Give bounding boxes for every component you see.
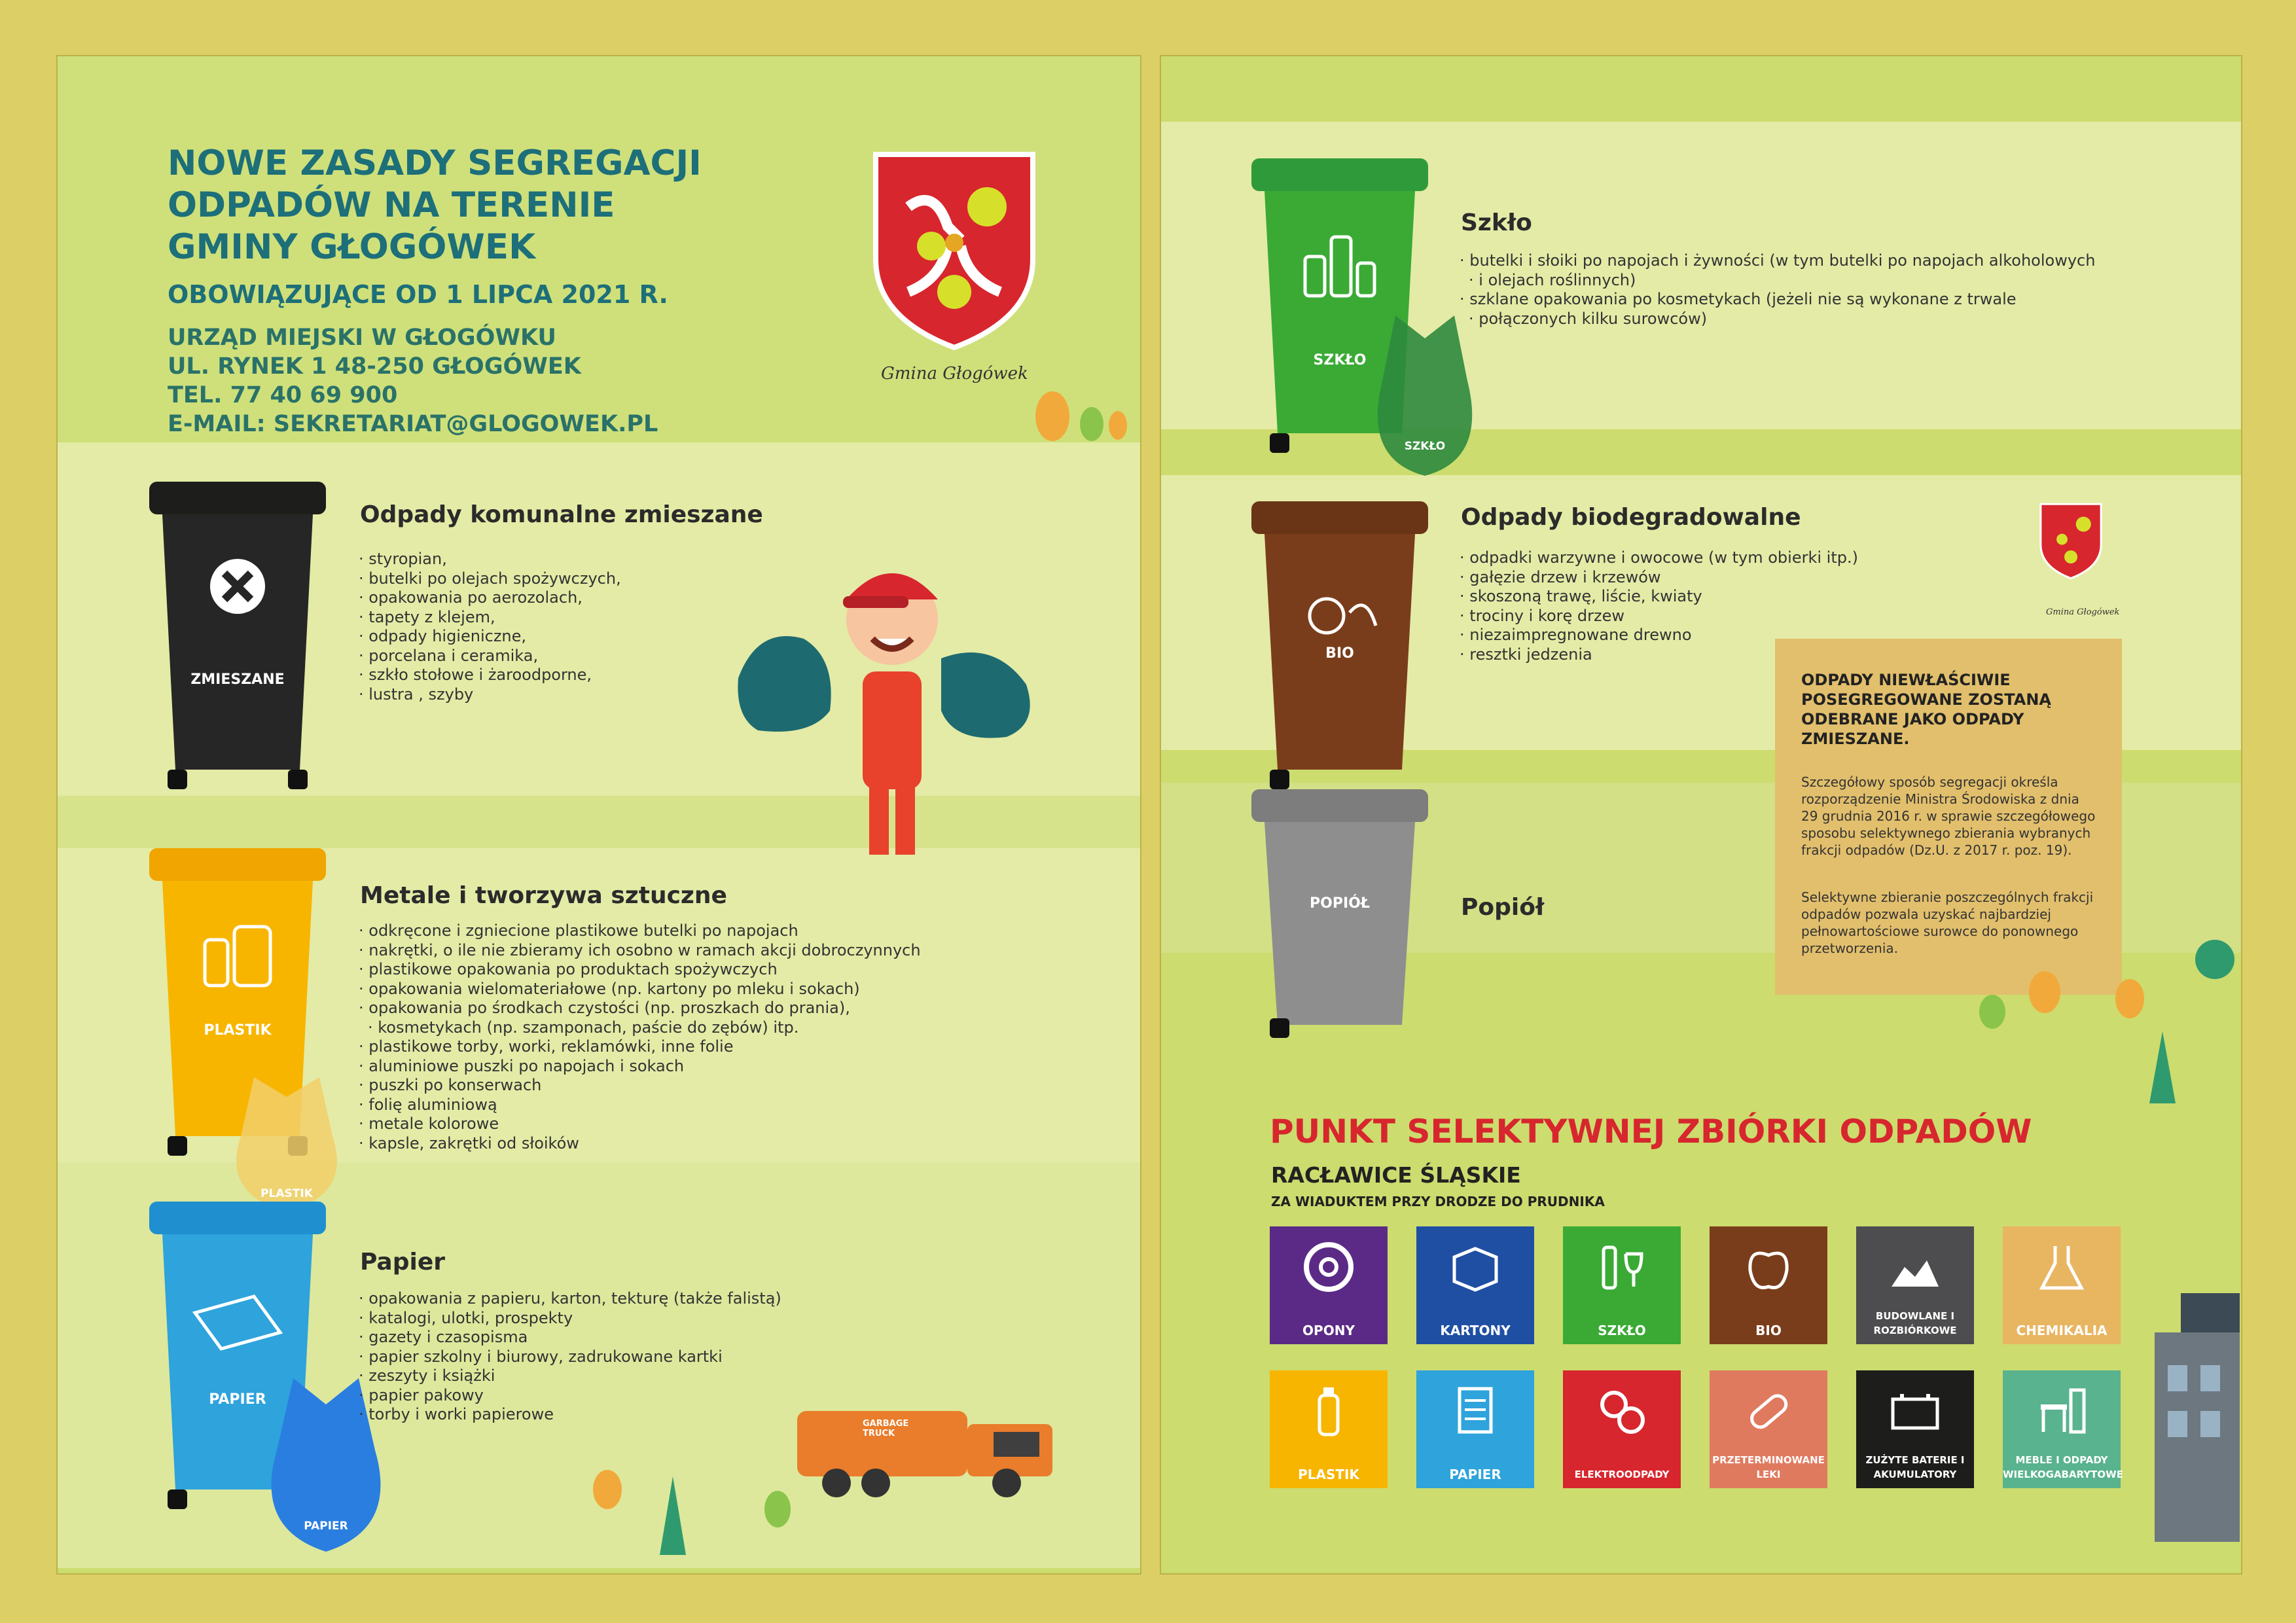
list-item: · kapsle, zakrętki od słoików (359, 1134, 921, 1154)
list-item: · odkręcone i zgniecione plastikowe butelki po napojach (359, 921, 921, 941)
bin-bio-label: BIO (1325, 645, 1354, 662)
psz-tile-label: PLASTIK (1298, 1467, 1359, 1482)
paper-icon (1449, 1385, 1501, 1437)
psz-tile (1856, 1370, 1974, 1488)
tire-icon (1302, 1241, 1355, 1293)
psz-tile-label: PRZETERMINOWANE LEKI (1712, 1454, 1825, 1480)
left-page (56, 55, 1141, 1575)
psz-tile (2003, 1226, 2121, 1344)
list-item: · opakowania wielomateriałowe (np. kartony po mleku i sokach) (359, 980, 921, 999)
list-item: · papier szkolny i biurowy, zadrukowane kartki (359, 1347, 781, 1367)
psz-tile-label: SZKŁO (1598, 1323, 1646, 1338)
gmina-crest-icon (869, 148, 1039, 351)
crest-caption: Gmina Głogówek (881, 364, 1028, 383)
apple-icon (1742, 1241, 1795, 1293)
page-subtitle: OBOWIĄZUJĄCE OD 1 LIPCA 2021 R. (168, 280, 668, 309)
psz-tile (1416, 1370, 1534, 1488)
notice-para1: Szczegółowy sposób segregacji określa rozporządzenie Ministra Środowiska z dnia 29 grudnia 2016 r. w sprawie szczegółowego sposobu selektywnego zbierania wybranych frakcji odpadów (Dz.U. z 2017 r. poz. 19). (1801, 774, 2096, 858)
notice-para2: Selektywne zbieranie poszczególnych frakcji odpadów pozwala uzyskać najbardziej pełnowartościowe surowce do ponownego przetworzenia. (1801, 889, 2094, 956)
psz-tile-label: BUDOWLANE I ROZBIÓRKOWE (1873, 1310, 1957, 1336)
list-item: · opakowania po aerozolach, (359, 588, 621, 608)
box-icon (1449, 1241, 1501, 1293)
list-item: · szkło stołowe i żaroodporne, (359, 666, 621, 685)
flask-icon (2036, 1241, 2088, 1293)
list-item: · metale kolorowe (359, 1115, 921, 1134)
gmina-crest-small-icon (2038, 501, 2104, 580)
list-plastic (359, 921, 921, 1153)
psz-tile-label: MEBLE I ODPADY WIELKOGABARYTOWE (2003, 1454, 2123, 1480)
section-title-ash: Popiół (1461, 894, 1545, 921)
psz-tile (1563, 1370, 1681, 1488)
battery-icon (1889, 1385, 1941, 1437)
worker-illustration-icon (732, 527, 1039, 855)
list-item: · folię aluminiową (359, 1096, 921, 1115)
bag-plastic (215, 1064, 359, 1215)
psz-tile-label: OPONY (1302, 1323, 1355, 1338)
psz-tile (1270, 1226, 1388, 1344)
psz-tile (2003, 1370, 2121, 1488)
list-item: · papier pakowy (359, 1386, 781, 1406)
list-item: · plastikowe opakowania po produktach spożywczych (359, 960, 921, 980)
plastic-bottle-icon (1302, 1385, 1355, 1437)
psz-tile-label: ZUŻYTE BATERIE I AKUMULATORY (1865, 1454, 1965, 1480)
section-title-paper: Papier (360, 1249, 445, 1275)
list-item: · niezaimpregnowane drewno (1460, 626, 1858, 645)
list-item: · gałęzie drzew i krzewów (1460, 568, 1858, 588)
list-item: · tapety z klejem, (359, 608, 621, 628)
list-item: · lustra , szyby (359, 685, 621, 705)
bin-mixed (149, 482, 326, 789)
list-item: · nakrętki, o ile nie zbieramy ich osobno w ramach akcji dobroczynnych (359, 941, 921, 961)
gears-icon (1596, 1385, 1648, 1437)
list-item: · połączonych kilku surowców) (1460, 310, 2095, 329)
section-title-glass: Szkło (1461, 209, 1532, 236)
building-icon (2155, 1293, 2240, 1542)
list-item: · porcelana i ceramika, (359, 647, 621, 666)
bin-paper-label: PAPIER (209, 1391, 266, 1408)
right-page (1160, 55, 2242, 1575)
list-item: · aluminiowe puszki po napojach i sokach (359, 1057, 921, 1077)
page-title: NOWE ZASADY SEGREGACJI ODPADÓW NA TERENIE GMINY GŁOGÓWEK (168, 143, 702, 267)
office-contact: URZĄD MIEJSKI W GŁOGÓWKU UL. RYNEK 1 48-250 GŁOGÓWEK TEL. 77 40 69 900 E-MAIL: SEKRETARIAT@GLOGOWEK.PL (168, 325, 658, 437)
list-item: · odpady higieniczne, (359, 627, 621, 647)
list-item: · i olejach roślinnych) (1460, 271, 2095, 291)
list-item: · gazety i czasopisma (359, 1328, 781, 1347)
garbage-truck-icon (797, 1391, 1072, 1503)
truck-text: GARBAGE TRUCK (863, 1419, 909, 1438)
crest-small-caption: Gmina Głogówek (2046, 607, 2120, 617)
bin-ash-label: POPIÓŁ (1310, 895, 1370, 912)
list-mixed (359, 550, 621, 704)
pill-icon (1742, 1385, 1795, 1437)
psz-tile-label: ELEKTROODPADY (1574, 1469, 1670, 1480)
bin-bio (1251, 501, 1428, 789)
psz-directions: ZA WIADUKTEM PRZY DRODZE DO PRUDNIKA (1271, 1194, 1605, 1209)
list-item: · skoszoną trawę, liście, kwiaty (1460, 587, 1858, 607)
trees-icon (1966, 940, 2241, 1123)
psz-tile (1856, 1226, 1974, 1344)
section-title-bio: Odpady biodegradowalne (1461, 504, 1801, 531)
list-item: · opakowania po środkach czystości (np. proszkach do prania), (359, 999, 921, 1018)
list-item: · torby i worki papierowe (359, 1405, 781, 1425)
bin-plastic-label: PLASTIK (204, 1022, 272, 1039)
psz-tile (1416, 1226, 1534, 1344)
list-item: · trociny i korę drzew (1460, 607, 1858, 626)
section-title-plastic: Metale i tworzywa sztuczne (360, 882, 727, 909)
psz-tile-label: KARTONY (1440, 1323, 1511, 1338)
list-item: · resztki jedzenia (1460, 645, 1858, 665)
bag-paper-label: PAPIER (304, 1520, 348, 1533)
list-item: · szklane opakowania po kosmetykach (jeżeli nie są wykonane z trwale (1460, 290, 2095, 310)
psz-tile (1710, 1370, 1827, 1488)
psz-tile (1563, 1226, 1681, 1344)
list-paper (359, 1289, 781, 1425)
list-item: · kosmetykach (np. szamponach, paście do zębów) itp. (359, 1018, 921, 1038)
psz-tile (1270, 1370, 1388, 1488)
list-item: · puszki po konserwach (359, 1076, 921, 1096)
list-item: · katalogi, ulotki, prospekty (359, 1309, 781, 1329)
list-item: · butelki i słoiki po napojach i żywności (w tym butelki po napojach alkoholowych (1460, 251, 2095, 271)
bin-ash (1251, 789, 1428, 1038)
bag-glass-label: SZKŁO (1404, 440, 1446, 453)
list-item: · plastikowe torby, worki, reklamówki, inne folie (359, 1037, 921, 1057)
list-item: · odpadki warzywne i owocowe (w tym obierki itp.) (1460, 548, 1858, 568)
bag-plastic-label: PLASTIK (260, 1187, 313, 1200)
list-glass (1460, 251, 2095, 329)
psz-tile-label: PAPIER (1449, 1467, 1501, 1482)
bin-glass-label: SZKŁO (1313, 352, 1367, 368)
trees-icon (568, 1437, 830, 1568)
list-item: · opakowania z papieru, karton, tekturę (także falistą) (359, 1289, 781, 1309)
furniture-icon (2036, 1385, 2088, 1437)
list-item: · styropian, (359, 550, 621, 569)
bottle-glass-icon (1596, 1241, 1648, 1293)
psz-title: PUNKT SELEKTYWNEJ ZBIÓRKI ODPADÓW (1270, 1113, 2032, 1150)
bin-mixed-label: ZMIESZANE (190, 671, 285, 688)
section-title-mixed: Odpady komunalne zmieszane (360, 501, 763, 528)
list-item: · butelki po olejach spożywczych, (359, 569, 621, 589)
notice-heading: ODPADY NIEWŁAŚCIWIE POSEGREGOWANE ZOSTANĄ ODEBRANE JAKO ODPADY ZMIESZANE. (1801, 671, 2051, 748)
list-item: · zeszyty i książki (359, 1366, 781, 1386)
psz-tile-label: CHEMIKALIA (2016, 1323, 2108, 1338)
psz-tile (1710, 1226, 1827, 1344)
psz-tile-label: BIO (1755, 1323, 1782, 1338)
bag-glass (1356, 302, 1494, 479)
psz-location: RACŁAWICE ŚLĄSKIE (1271, 1162, 1521, 1188)
rubble-icon (1889, 1241, 1941, 1293)
trees-icon (1026, 383, 1131, 442)
